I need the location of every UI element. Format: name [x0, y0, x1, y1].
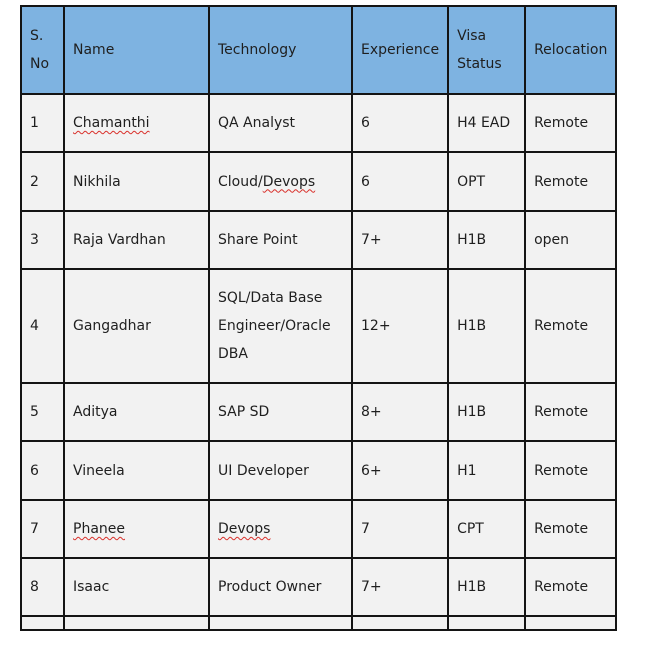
cell-empty — [209, 616, 352, 630]
name-text: Phanee — [73, 521, 125, 537]
cell-experience: 7+ — [352, 558, 448, 616]
header-visa-line: Visa — [457, 28, 487, 44]
cell-experience: 6+ — [352, 441, 448, 500]
table-row — [21, 441, 616, 500]
cell-sno: 7 — [21, 500, 64, 558]
cell-relocation: open — [525, 211, 616, 269]
cell-technology — [209, 500, 352, 558]
cell-experience: 8+ — [352, 383, 448, 441]
header-relocation: Relocation — [525, 6, 616, 94]
cell-name: Vineela — [64, 441, 209, 500]
tech-text: Devops — [218, 521, 271, 537]
cell-relocation: Remote — [525, 500, 616, 558]
cell-sno: 8 — [21, 558, 64, 616]
cell-name: Isaac — [64, 558, 209, 616]
header-row — [21, 6, 616, 94]
cell-name: Gangadhar — [64, 269, 209, 383]
tech-text-devops: Devops — [262, 173, 316, 190]
cell-technology: Share Point — [209, 211, 352, 269]
header-visa-line: Status — [457, 56, 502, 72]
cell-name: Aditya — [64, 383, 209, 441]
header-experience: Experience — [352, 6, 448, 94]
cell-technology: UI Developer — [209, 441, 352, 500]
cell-technology: Cloud/Devops — [209, 152, 352, 211]
table-row — [21, 152, 616, 211]
cell-visa: H1 — [448, 441, 525, 500]
cell-experience: 6 — [352, 152, 448, 211]
cell-technology: Product Owner — [209, 558, 352, 616]
cell-name — [64, 94, 209, 152]
document-page — [20, 5, 617, 631]
cell-experience: 7+ — [352, 211, 448, 269]
cell-relocation: Remote — [525, 269, 616, 383]
cell-visa: H1B — [448, 558, 525, 616]
tech-line: SQL/Data Base — [218, 290, 323, 306]
cell-sno: 4 — [21, 269, 64, 383]
cell-visa: OPT — [448, 152, 525, 211]
cell-experience: 12+ — [352, 269, 448, 383]
candidate-table — [20, 5, 617, 631]
tech-line: DBA — [218, 346, 248, 362]
header-sno-line: No — [30, 56, 50, 72]
cell-relocation: Remote — [525, 383, 616, 441]
tech-line: Engineer/Oracle — [218, 318, 331, 334]
table-row-partial — [21, 616, 616, 630]
cell-empty — [64, 616, 209, 630]
cell-relocation: Remote — [525, 152, 616, 211]
cell-visa: CPT — [448, 500, 525, 558]
table-row — [21, 500, 616, 558]
name-text: Chamanthi — [73, 115, 150, 131]
cell-visa: H4 EAD — [448, 94, 525, 152]
cell-name: Raja Vardhan — [64, 211, 209, 269]
cell-experience: 6 — [352, 94, 448, 152]
table-row — [21, 383, 616, 441]
cell-relocation: Remote — [525, 94, 616, 152]
cell-empty — [21, 616, 64, 630]
cell-name — [64, 500, 209, 558]
header-name: Name — [64, 6, 209, 94]
cell-technology: SAP SD — [209, 383, 352, 441]
header-technology: Technology — [209, 6, 352, 94]
cell-visa: H1B — [448, 269, 525, 383]
cell-visa: H1B — [448, 383, 525, 441]
table-row — [21, 211, 616, 269]
cell-sno: 3 — [21, 211, 64, 269]
cell-sno: 5 — [21, 383, 64, 441]
cell-empty — [525, 616, 616, 630]
table-row — [21, 94, 616, 152]
cell-relocation: Remote — [525, 558, 616, 616]
cell-experience: 7 — [352, 500, 448, 558]
cell-sno: 1 — [21, 94, 64, 152]
table-row — [21, 558, 616, 616]
cell-name: Nikhila — [64, 152, 209, 211]
cell-empty — [352, 616, 448, 630]
cell-visa: H1B — [448, 211, 525, 269]
header-visa-status — [448, 6, 525, 94]
cell-sno: 6 — [21, 441, 64, 500]
cell-technology: QA Analyst — [209, 94, 352, 152]
table-row — [21, 269, 616, 383]
cell-empty — [448, 616, 525, 630]
cell-technology — [209, 269, 352, 383]
header-sno — [21, 6, 64, 94]
header-sno-line: S. — [30, 28, 44, 44]
cell-relocation: Remote — [525, 441, 616, 500]
cell-sno: 2 — [21, 152, 64, 211]
